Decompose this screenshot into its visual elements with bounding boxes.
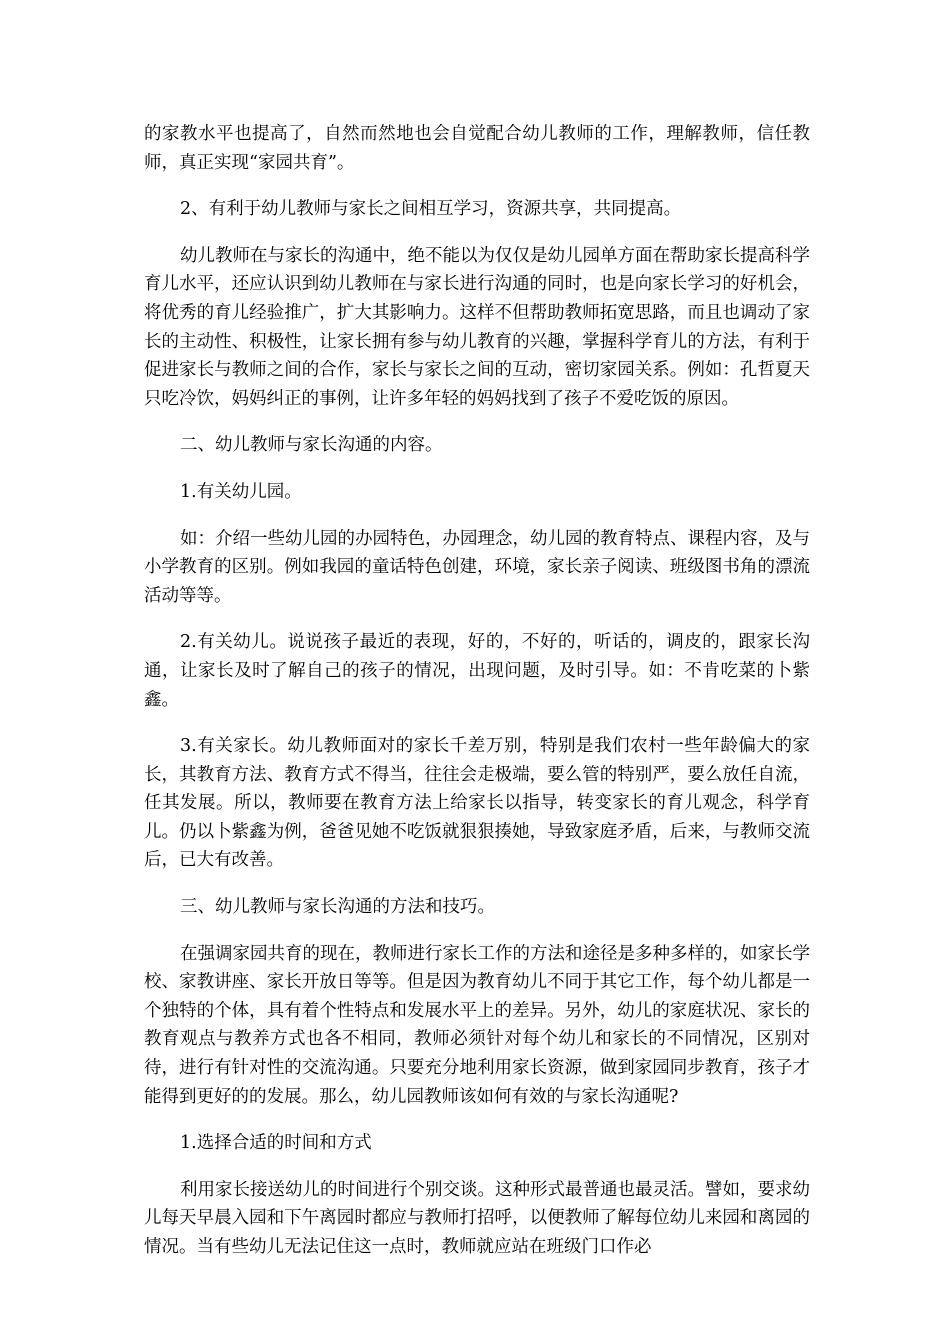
section-heading-3: 三、幼儿教师与家长沟通的方法和技巧。 [180,897,495,918]
paragraph-body: 在强调家园共育的现在，教师进行家长工作的方法和途径是多种多样的，如家长学校、家教讲座、家长开放日等等。但是因为教育幼儿不同于其它工作，每个幼儿都是一个独特的个体，具有着个性特点和发展水平上的差异。另外，幼儿的家庭状况、家长的教育观点与教养方式也各不相同，教师必须针对每个幼儿和家长的不同情况，区别对待，进行有针对性的交流沟通。只要充分地利用家长资源，做到家园同步教育，孩子才能得到更好的的发展。那么，幼儿园教师该如何有效的与家长沟通呢? [144,943,810,1107]
paragraph-about-children: 2.有关幼儿。说说孩子最近的表现，好的，不好的，听话的，调皮的，跟家长沟通，让家长及时了解自己的孩子的情况，出现问题，及时引导。如：不肯吃菜的卜紫鑫。 [144,632,810,710]
paragraph-body: 幼儿教师在与家长的沟通中，绝不能以为仅仅是幼儿园单方面在帮助家长提高科学育儿水平，还应认识到幼儿教师在与家长进行沟通的同时，也是向家长学习的好机会，将优秀的育儿经验推广，扩大其影响力。这样不但帮助教师拓宽思路，而且也调动了家长的主动性、积极性，让家长拥有参与幼儿教育的兴趣，掌握科学育儿的方法，有利于促进家长与教师之间的合作，家长与家长之间的互动，密切家园关系。例如：孔哲夏天只吃冷饮，妈妈纠正的事例，让许多年轻的妈妈找到了孩子不爱吃饭的原因。 [144,245,810,409]
subheading-kindergarten: 1.有关幼儿园。 [180,481,302,502]
section-heading-2: 二、幼儿教师与家长沟通的内容。 [180,435,443,456]
paragraph-about-parents: 3.有关家长。幼儿教师面对的家长千差万别，特别是我们农村一些年龄偏大的家长，其教育方法、教育方式不得当，往往会走极端，要么管的特别严，要么放任自流，任其发展。所以，教师要在教育方法上给家长以指导，转变家长的育儿观念，科学育儿。仍以卜紫鑫为例，爸爸见她不吃饭就狠狠揍她，导致家庭矛盾，后来，与教师交流后，已大有改善。 [144,736,810,871]
subheading-time-and-method: 1.选择合适的时间和方式 [180,1133,372,1154]
document-body [144,120,810,1280]
paragraph-continuation: 的家教水平也提高了，自然而然地也会自觉配合幼儿教师的工作，理解教师，信任教师，真正实现“家园共育”。 [144,124,810,173]
paragraph-body: 利用家长接送幼儿的时间进行个别交谈。这种形式最普通也最灵活。譬如，要求幼儿每天早晨入园和下午离园时都应与教师打招呼，以便教师了解每位幼儿来园和离园的情况。当有些幼儿无法记住这一点时，教师就应站在班级门口作必 [144,1179,810,1257]
paragraph-body: 如：介绍一些幼儿园的办园特色，办园理念，幼儿园的教育特点、课程内容，及与小学教育的区别。例如我园的童话特色创建，环境，家长亲子阅读、班级图书角的漂流活动等等。 [144,528,810,606]
paragraph-point-2: 2、有利于幼儿教师与家长之间相互学习，资源共享，共同提高。 [180,199,682,220]
